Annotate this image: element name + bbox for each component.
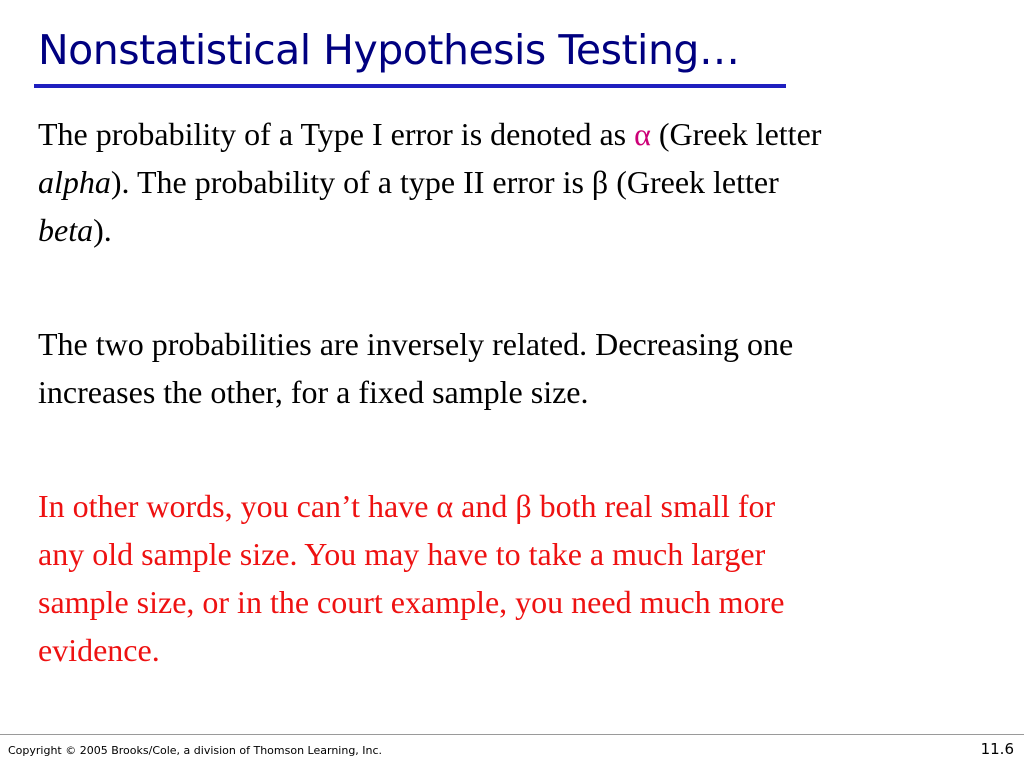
alpha-word: alpha (38, 164, 111, 200)
paragraph-line: In other words, you can’t have α and β both real small for (38, 488, 776, 524)
paragraph-line: The two probabilities are inversely related. Decreasing one (38, 326, 794, 362)
paragraph-line (38, 158, 1018, 206)
copyright-notice: Copyright © 2005 Brooks/Cole, a division of Thomson Learning, Inc. (8, 744, 383, 757)
paragraph-line: any old sample size. You may have to take a much larger (38, 536, 766, 572)
footer-divider (0, 734, 1024, 735)
alpha-symbol: α (634, 116, 651, 152)
text-run: (Greek letter (650, 116, 822, 152)
paragraph-line (38, 110, 1018, 158)
page-number: 11.6 (980, 740, 1014, 758)
paragraph-line: sample size, or in the court example, you need much more (38, 584, 785, 620)
title-underline (34, 84, 786, 88)
paragraph-type-errors (38, 110, 1018, 254)
slide-title: Nonstatistical Hypothesis Testing… (38, 26, 740, 74)
beta-word: beta (38, 212, 94, 248)
text-run: ). (93, 212, 112, 248)
paragraph-line: evidence. (38, 632, 160, 668)
text-run: ). The probability of a type II error is β (Greek letter (110, 164, 779, 200)
paragraph-line: increases the other, for a fixed sample size. (38, 374, 589, 410)
paragraph-line (38, 206, 1018, 254)
paragraph-inverse-relation (38, 320, 1018, 416)
paragraph-emphasis (38, 482, 978, 674)
text-run: The probability of a Type I error is denoted as (38, 116, 635, 152)
